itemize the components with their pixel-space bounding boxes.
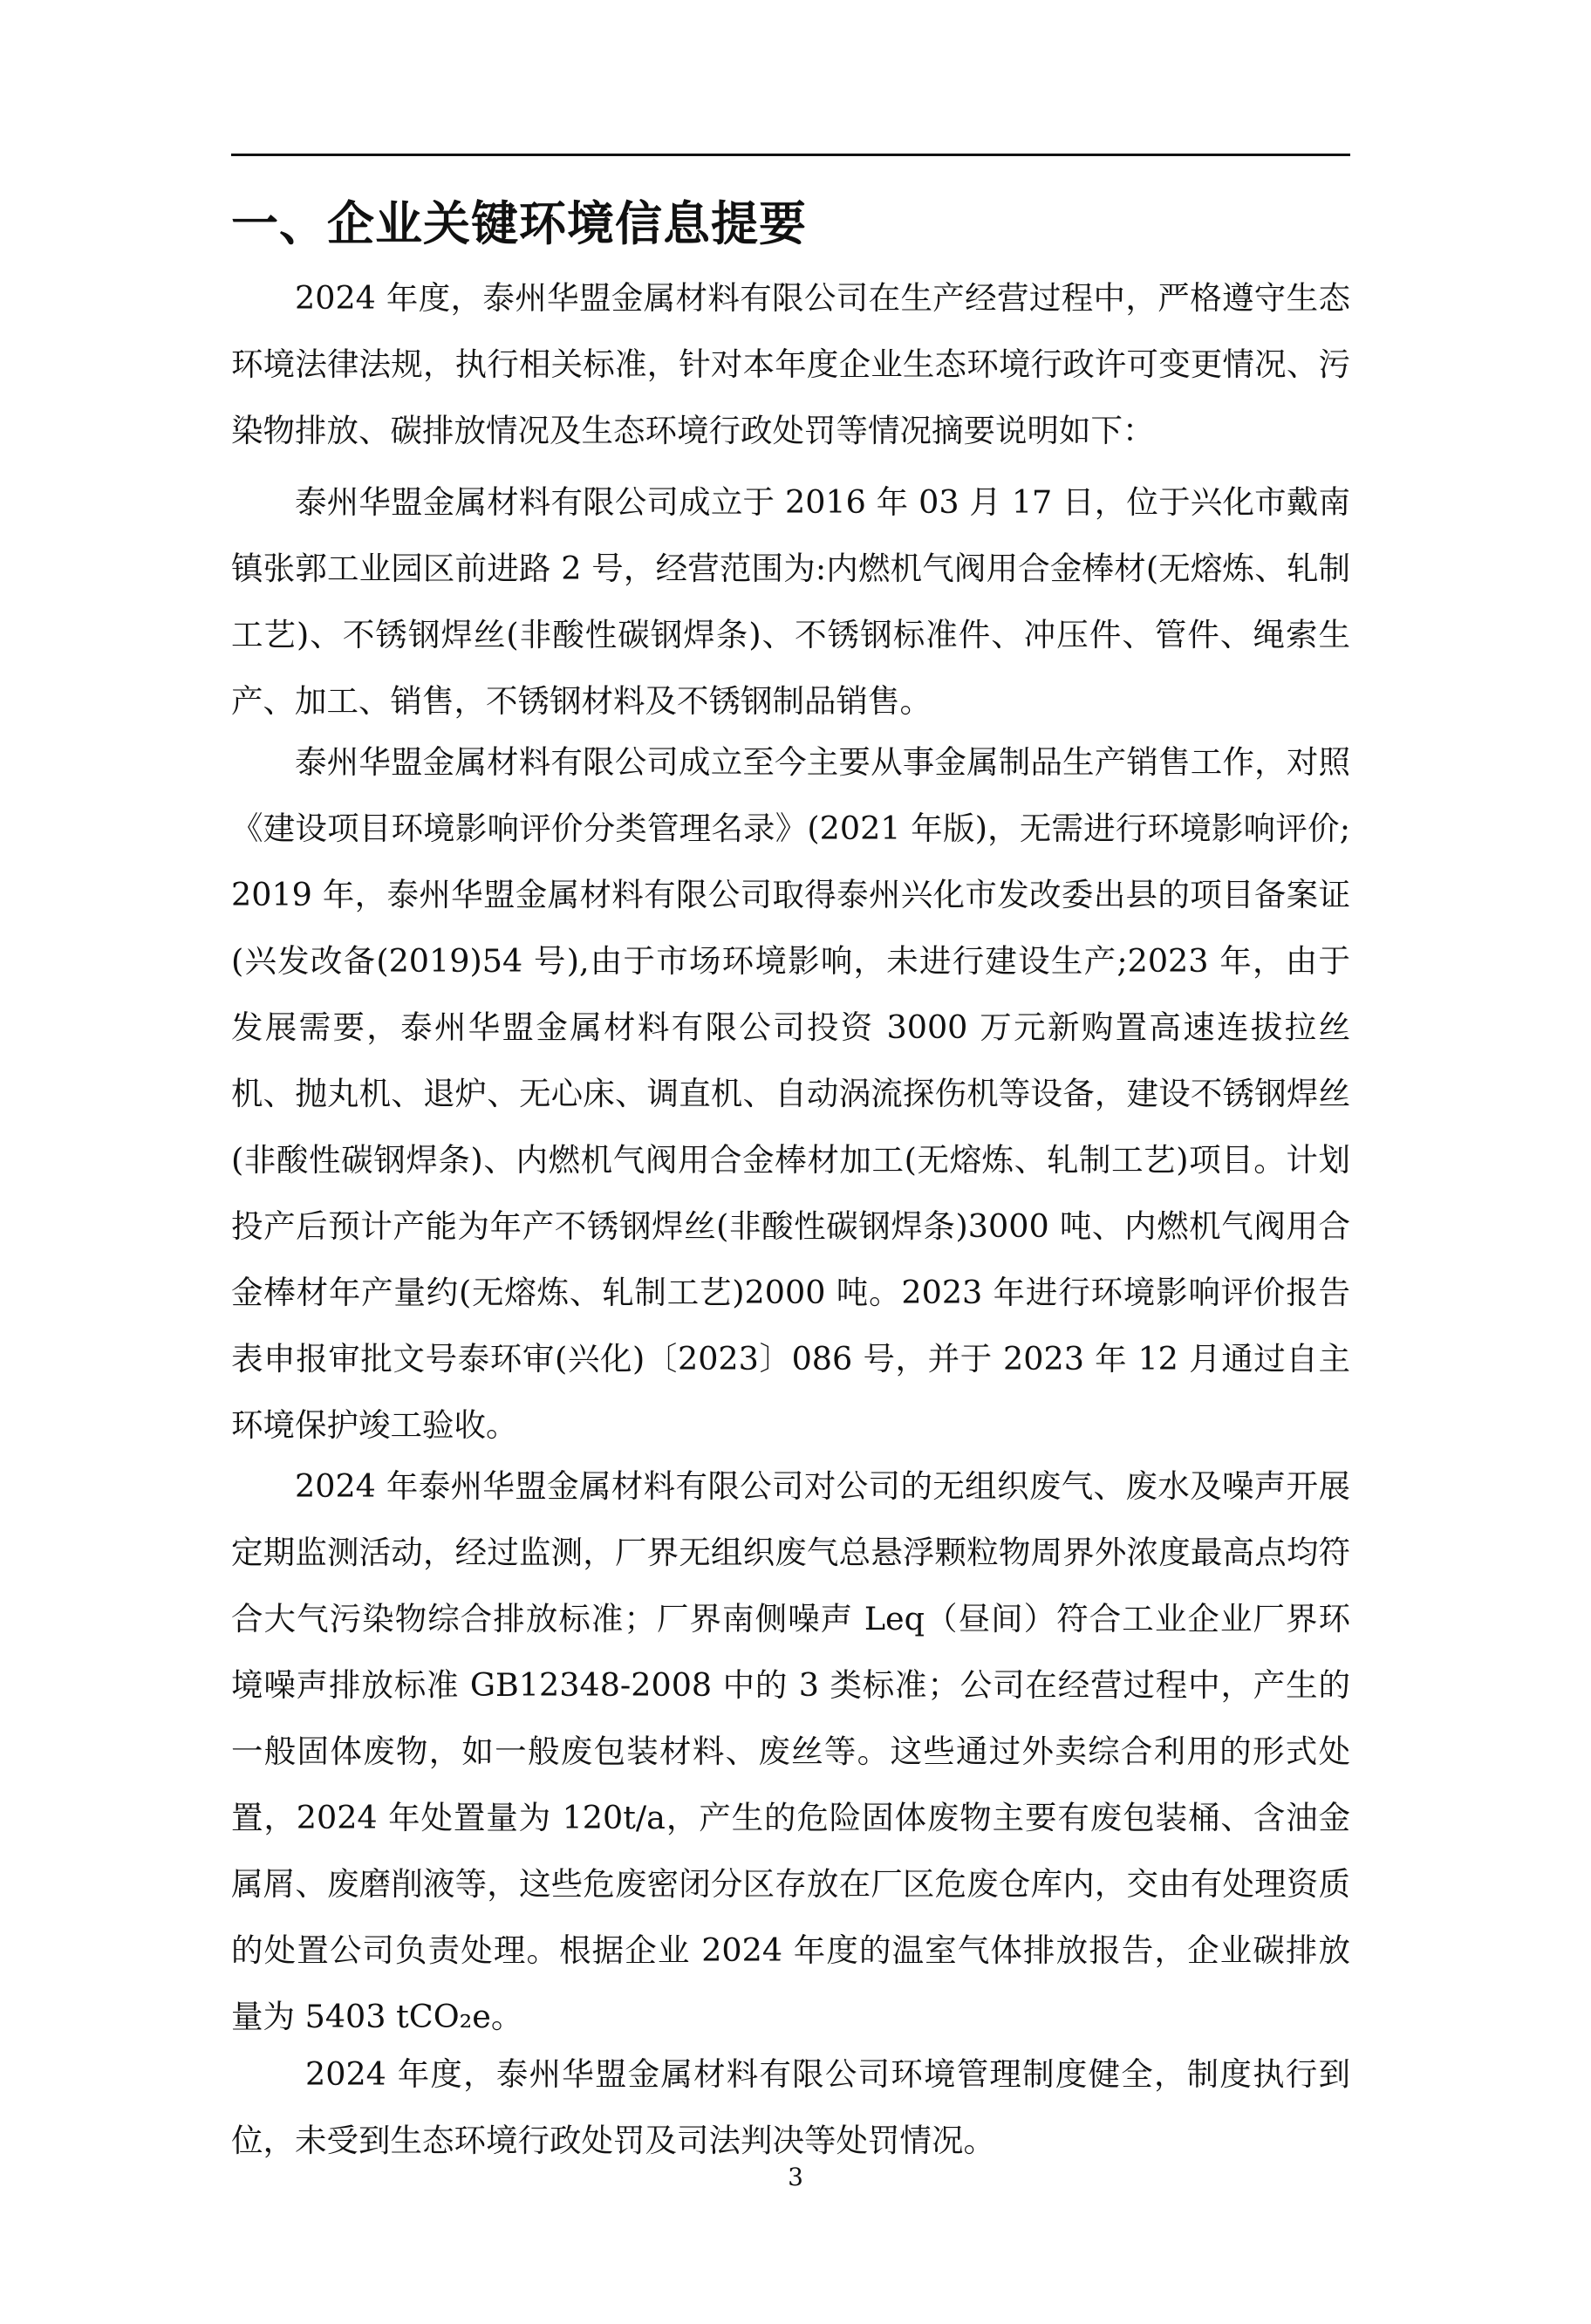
page-number: 3 [788, 2163, 803, 2191]
paragraph-company-profile: 泰州华盟金属材料有限公司成立于 2016 年 03 月 17 日，位于兴化市戴南镇张郭工业园区前进路 2 号，经营范围为:内燃机气阀用合金棒材(无熔炼、轧制工艺)、不锈钢焊丝(非酸性碳钢焊条)、不锈钢标准件、冲压件、管件、绳索生产、加工、销售，不锈钢材料及不锈钢制品销售。 [231, 483, 1350, 720]
section-heading: 一、企业关键环境信息提要 [231, 196, 807, 251]
paragraph-summary-intro: 2024 年度，泰州华盟金属材料有限公司在生产经营过程中，严格遵守生态环境法律法规，执行相关标准，针对本年度企业生态环境行政许可变更情况、污染物排放、碳排放情况及生态环境行政处罚等情况摘要说明如下： [231, 279, 1350, 449]
header-rule [231, 154, 1350, 156]
paragraph-monitoring-emissions: 2024 年泰州华盟金属材料有限公司对公司的无组织废气、废水及噪声开展定期监测活动，经过监测，厂界无组织废气总悬浮颗粒物周界外浓度最高点均符合大气污染物综合排放标准；厂界南侧噪声 Leq（昼间）符合工业企业厂界环境噪声排放标准 GB12348-2008 中的 3 类标准；公司在经营过程中，产生的一般固体废物，如一般废包装材料、废丝等。这些通过外卖综合利用的形式处置，2024 年处置量为 120t/a，产生的危险固体废物主要有废包装桶、含油金属屑、废磨削液等，这些危废密闭分区存放在厂区危废仓库内，交由有处理资质的处置公司负责处理。根据企业 2024 年度的温室气体排放报告，企业碳排放量为 5403 tCO₂e。 [231, 1467, 1350, 2035]
paragraph-compliance: 2024 年度，泰州华盟金属材料有限公司环境管理制度健全，制度执行到位，未受到生态环境行政处罚及司法判决等处罚情况。 [231, 2055, 1350, 2159]
paragraph-project-history: 泰州华盟金属材料有限公司成立至今主要从事金属制品生产销售工作，对照《建设项目环境影响评价分类管理名录》(2021 年版)，无需进行环境影响评价;2019 年，泰州华盟金属材料有限公司取得泰州兴化市发改委出县的项目备案证(兴发改备(2019)54 号),由于市场环境影响，未进行建设生产;2023 年，由于发展需要，泰州华盟金属材料有限公司投资 3000 万元新购置高速连拔拉丝机、抛丸机、退炉、无心床、调直机、自动涡流探伤机等设备，建设不锈钢焊丝(非酸性碳钢焊条)、内燃机气阀用合金棒材加工(无熔炼、轧制工艺)项目。计划投产后预计产能为年产不锈钢焊丝(非酸性碳钢焊条)3000 吨、内燃机气阀用合金棒材年产量约(无熔炼、轧制工艺)2000 吨。2023 年进行环境影响评价报告表申报审批文号泰环审(兴化)〔2023〕086 号，并于 2023 年 12 月通过自主环境保护竣工验收。 [231, 743, 1350, 1444]
